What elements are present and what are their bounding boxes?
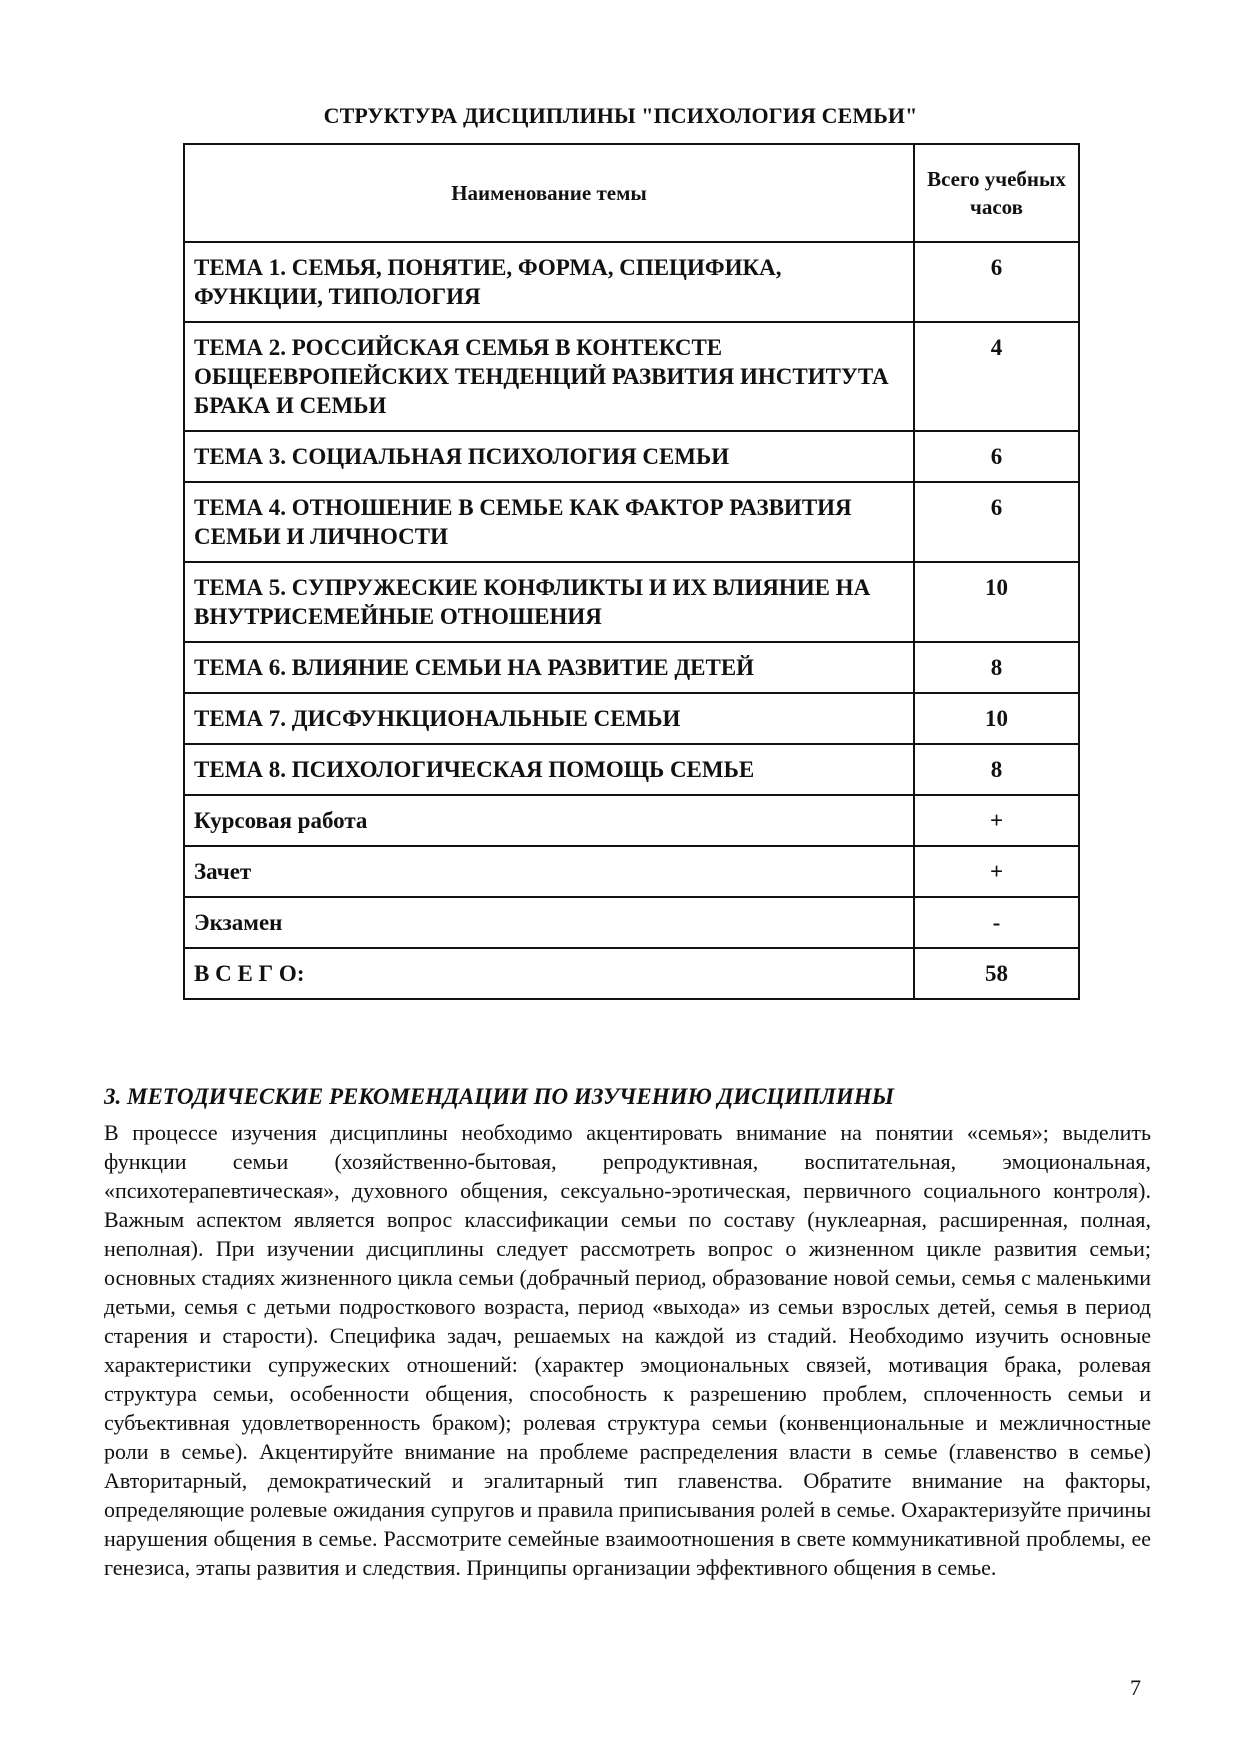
table-row — [184, 642, 1079, 693]
body-paragraph: В процессе изучения дисциплины необходимо акцентировать внимание на понятии «семья»; выделить функции семьи (хозяйственно-бытовая, репродуктивная, воспитательная, эмоциональная, «психотерапевтическая», духовного общения, сексуально-эротическая, первичного социального контроля). Важным аспектом является вопрос классификации семьи по составу (нуклеарная, расширенная, полная, неполная). При изучении дисциплины следует рассмотреть вопрос о жизненном цикле развития семьи; основных стадиях жизненного цикла семьи (добрачный период, образование новой семьи, семья с маленькими детьми, семья с детьми подросткового возраста, период «выхода» из семьи взрослых детей, семья в период старения и старости). Специфика задач, решаемых на каждой из стадий. Необходимо изучить основные характеристики супружеских отношений: (характер эмоциональных связей, мотивация брака, ролевая структура семьи, особенности общения, способность к разрешению проблем, сплоченность семьи и субъективная удовлетворенность браком); ролевая структура семьи (конвенциональные и межличностные роли в семье). Акцентируйте внимание на проблеме распределения власти в семье (главенство в семье) Авторитарный, демократический и эгалитарный тип главенства. Обратите внимание на факторы, определяющие ролевые ожидания супругов и правила приписывания ролей в семье. Охарактеризуйте причины нарушения общения в семье. Рассмотрите семейные взаимоотношения в свете коммуникативной проблемы, ее генезиса, этапы развития и следствия. Принципы организации эффективного общения в семье. — [104, 1120, 1151, 1580]
row-topic: Зачет — [184, 846, 914, 897]
header-hours-text: Всего учебных часов — [927, 167, 1066, 219]
row-hours: + — [914, 795, 1079, 846]
header-hours — [914, 144, 1079, 242]
row-hours: - — [914, 897, 1079, 948]
table-row — [184, 482, 1079, 562]
row-topic: ТЕМА 4. ОТНОШЕНИЕ В СЕМЬЕ КАК ФАКТОР РАЗВИТИЯ СЕМЬИ И ЛИЧНОСТИ — [184, 482, 914, 562]
section-heading: 3. МЕТОДИЧЕСКИЕ РЕКОМЕНДАЦИИ ПО ИЗУЧЕНИЮ ДИСЦИПЛИНЫ — [104, 1084, 894, 1109]
table-row — [184, 948, 1079, 999]
row-topic: ТЕМА 2. РОССИЙСКАЯ СЕМЬЯ В КОНТЕКСТЕ ОБЩЕЕВРОПЕЙСКИХ ТЕНДЕНЦИЙ РАЗВИТИЯ ИНСТИТУТА БРАКА И СЕМЬИ — [184, 322, 914, 431]
row-hours: 4 — [914, 322, 1079, 431]
row-hours: 6 — [914, 242, 1079, 322]
row-hours: 10 — [914, 562, 1079, 642]
row-topic: Экзамен — [184, 897, 914, 948]
table-row — [184, 322, 1079, 431]
table-row — [184, 562, 1079, 642]
table-title: СТРУКТУРА ДИСЦИПЛИНЫ "ПСИХОЛОГИЯ СЕМЬИ" — [323, 103, 918, 128]
row-topic: ТЕМА 1. СЕМЬЯ, ПОНЯТИЕ, ФОРМА, СПЕЦИФИКА, ФУНКЦИИ, ТИПОЛОГИЯ — [184, 242, 914, 322]
table-row — [184, 431, 1079, 482]
row-hours: 58 — [914, 948, 1079, 999]
table-row — [184, 693, 1079, 744]
row-hours: + — [914, 846, 1079, 897]
row-topic: ТЕМА 5. СУПРУЖЕСКИЕ КОНФЛИКТЫ И ИХ ВЛИЯНИЕ НА ВНУТРИСЕМЕЙНЫЕ ОТНОШЕНИЯ — [184, 562, 914, 642]
row-hours: 8 — [914, 642, 1079, 693]
table-row — [184, 795, 1079, 846]
row-topic: ТЕМА 7. ДИСФУНКЦИОНАЛЬНЫЕ СЕМЬИ — [184, 693, 914, 744]
table-row — [184, 897, 1079, 948]
table-row — [184, 846, 1079, 897]
row-topic: Курсовая работа — [184, 795, 914, 846]
page-number: 7 — [1130, 1675, 1141, 1700]
row-topic: ТЕМА 6. ВЛИЯНИЕ СЕМЬИ НА РАЗВИТИЕ ДЕТЕЙ — [184, 642, 914, 693]
discipline-structure-table — [183, 143, 1080, 1000]
row-hours: 6 — [914, 431, 1079, 482]
header-topic: Наименование темы — [184, 144, 914, 242]
row-hours: 10 — [914, 693, 1079, 744]
row-topic: ТЕМА 8. ПСИХОЛОГИЧЕСКАЯ ПОМОЩЬ СЕМЬЕ — [184, 744, 914, 795]
table-row — [184, 744, 1079, 795]
row-hours: 8 — [914, 744, 1079, 795]
row-topic: В С Е Г О: — [184, 948, 914, 999]
table-row — [184, 242, 1079, 322]
table-header-row — [184, 144, 1079, 242]
row-topic: ТЕМА 3. СОЦИАЛЬНАЯ ПСИХОЛОГИЯ СЕМЬИ — [184, 431, 914, 482]
row-hours: 6 — [914, 482, 1079, 562]
